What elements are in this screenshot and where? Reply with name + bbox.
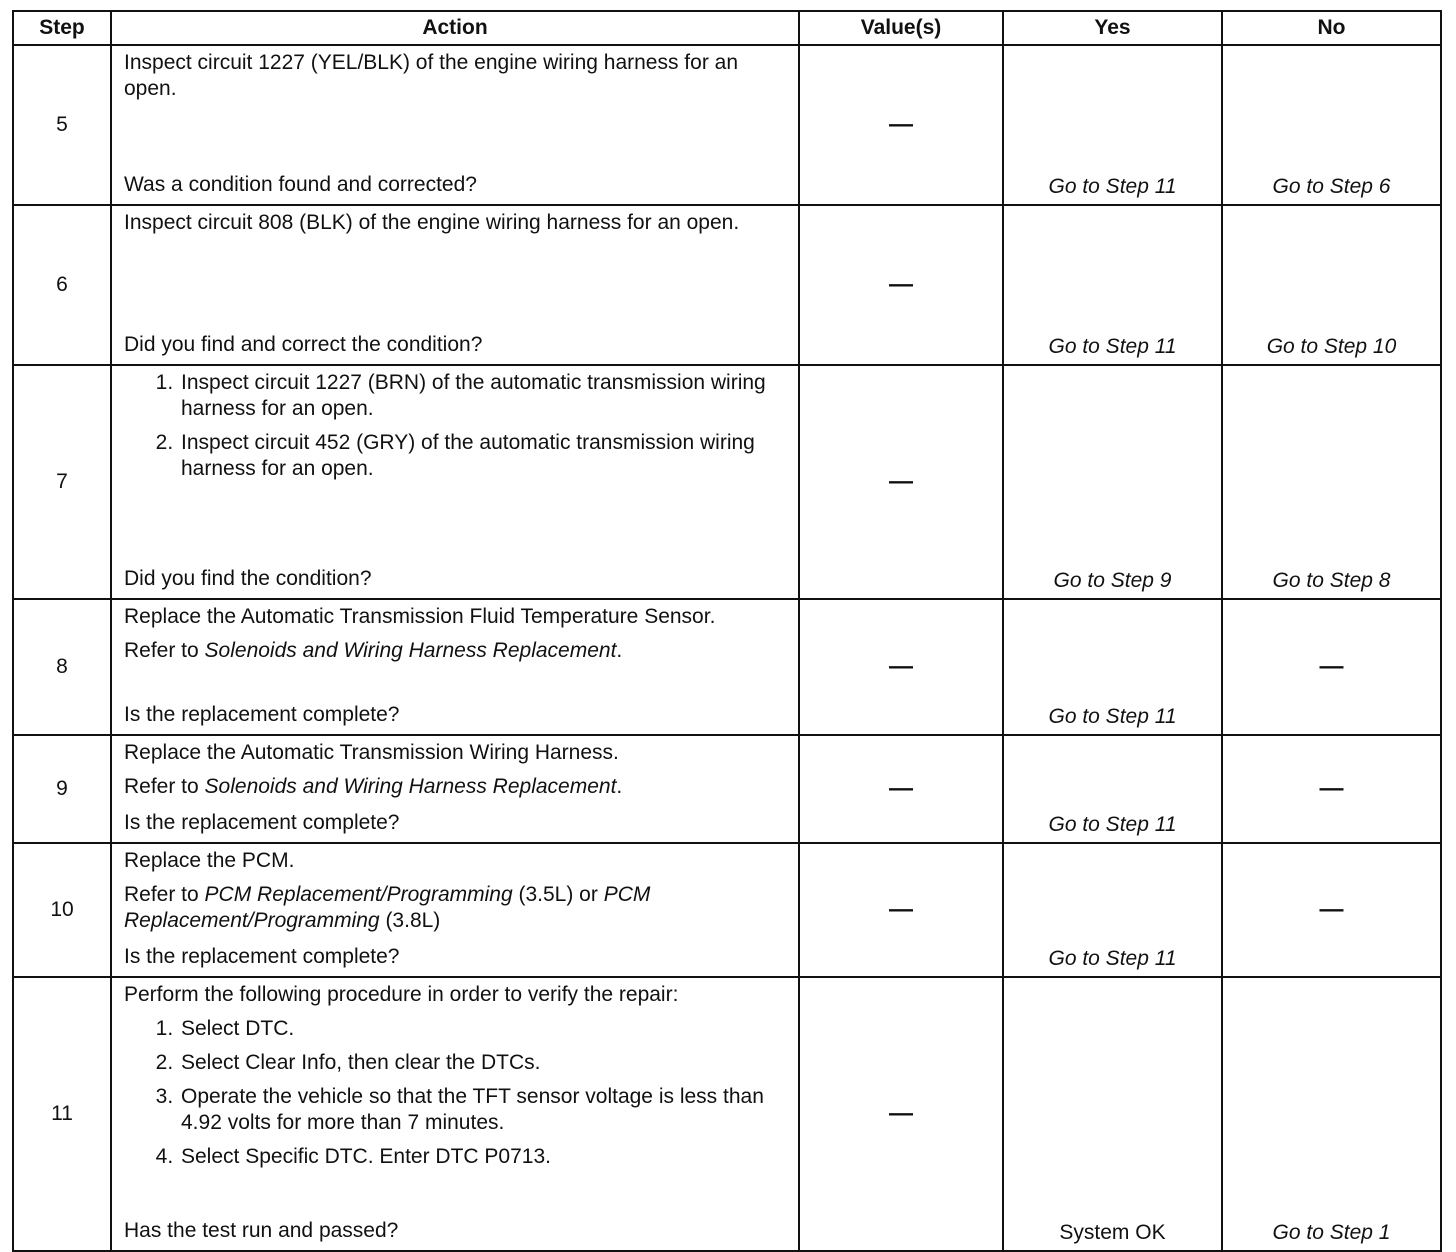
action-question: Did you find and correct the condition? <box>124 333 483 356</box>
refer-suffix: . <box>616 775 623 798</box>
no-cell: Go to Step 10 <box>1222 205 1441 365</box>
refer-suffix: (3.8L) <box>379 909 441 932</box>
value-cell <box>799 735 1003 843</box>
step-number: 7 <box>13 365 111 599</box>
action-question: Was a condition found and corrected? <box>124 173 477 196</box>
action-text: Perform the following procedure in order to verify the repair: <box>124 983 679 1006</box>
action-question: Did you find the condition? <box>124 567 372 590</box>
action-cell <box>111 205 799 365</box>
refer-text <box>124 882 786 934</box>
no-cell <box>1222 599 1441 735</box>
table-row-step-6 <box>13 205 1441 365</box>
yes-cell: Go to Step 11 <box>1003 843 1222 977</box>
list-item: 4. Select Specific DTC. Enter DTC P0713. <box>179 1144 786 1170</box>
no-cell: Go to Step 8 <box>1222 365 1441 599</box>
header-row <box>13 11 1441 45</box>
yes-cell: Go to Step 11 <box>1003 205 1222 365</box>
no-cell <box>1222 735 1441 843</box>
step-number: 11 <box>13 977 111 1251</box>
value-cell <box>799 365 1003 599</box>
action-cell <box>111 735 799 843</box>
action-cell <box>111 365 799 599</box>
table-row-step-10 <box>13 843 1441 977</box>
header-no: No <box>1222 11 1441 45</box>
no-dash: — <box>1319 652 1344 680</box>
table-row-step-8 <box>13 599 1441 735</box>
value-dash: — <box>889 467 913 495</box>
value-dash: — <box>889 1099 913 1127</box>
action-text: Inspect circuit 808 (BLK) of the engine wiring harness for an open. <box>124 211 740 234</box>
value-cell <box>799 977 1003 1251</box>
yes-cell: Go to Step 11 <box>1003 45 1222 205</box>
no-cell <box>1222 843 1441 977</box>
action-text: Replace the Automatic Transmission Wiring Harness. <box>124 741 619 764</box>
header-action: Action <box>111 11 799 45</box>
action-question: Is the replacement complete? <box>124 703 400 726</box>
list-item: 1. Select DTC. <box>179 1016 786 1042</box>
no-cell: Go to Step 1 <box>1222 977 1441 1251</box>
action-text: Replace the Automatic Transmission Fluid Temperature Sensor. <box>124 605 716 628</box>
yes-cell: Go to Step 11 <box>1003 735 1222 843</box>
step-number: 5 <box>13 45 111 205</box>
table-row-step-5 <box>13 45 1441 205</box>
list-item: 2. Inspect circuit 452 (GRY) of the automatic transmission wiring harness for an open. <box>179 430 786 482</box>
value-dash: — <box>889 270 913 298</box>
refer-prefix: Refer to <box>124 639 205 662</box>
table-row-step-11 <box>13 977 1441 1251</box>
action-text: Replace the PCM. <box>124 849 295 872</box>
table-row-step-7 <box>13 365 1441 599</box>
no-dash: — <box>1319 895 1344 923</box>
refer-suffix: . <box>616 639 623 662</box>
value-cell <box>799 205 1003 365</box>
step-number: 10 <box>13 843 111 977</box>
value-cell <box>799 599 1003 735</box>
step-number: 6 <box>13 205 111 365</box>
step-number: 8 <box>13 599 111 735</box>
value-dash: — <box>889 774 913 802</box>
value-cell <box>799 45 1003 205</box>
yes-cell: Go to Step 9 <box>1003 365 1222 599</box>
action-text: Inspect circuit 1227 (YEL/BLK) of the engine wiring harness for an open. <box>124 51 739 100</box>
action-cell <box>111 45 799 205</box>
header-yes: Yes <box>1003 11 1222 45</box>
header-step: Step <box>13 11 111 45</box>
action-cell <box>111 599 799 735</box>
table-row-step-9 <box>13 735 1441 843</box>
refer-link[interactable]: Solenoids and Wiring Harness Replacement <box>204 775 617 798</box>
yes-cell: System OK <box>1003 977 1222 1251</box>
refer-prefix: Refer to <box>124 775 205 798</box>
refer-link[interactable]: Solenoids and Wiring Harness Replacement <box>204 639 617 662</box>
action-steps-list <box>124 1016 786 1170</box>
list-item: 1. Inspect circuit 1227 (BRN) of the automatic transmission wiring harness for an open. <box>179 370 786 422</box>
refer-text <box>124 774 786 800</box>
value-dash: — <box>889 110 913 138</box>
value-dash: — <box>889 895 913 923</box>
action-cell <box>111 977 799 1251</box>
action-cell <box>111 843 799 977</box>
list-item: 3. Operate the vehicle so that the TFT sensor voltage is less than 4.92 volts for more than 7 minutes. <box>179 1084 786 1136</box>
action-question: Is the replacement complete? <box>124 945 400 968</box>
action-question: Has the test run and passed? <box>124 1219 399 1242</box>
yes-cell: Go to Step 11 <box>1003 599 1222 735</box>
header-values: Value(s) <box>799 11 1003 45</box>
refer-link[interactable]: PCM Replacement/Programming <box>204 883 513 906</box>
action-question: Is the replacement complete? <box>124 811 400 834</box>
diagnostic-table <box>12 10 1442 1252</box>
action-steps-list <box>124 370 786 482</box>
refer-text <box>124 638 786 664</box>
list-item: 2. Select Clear Info, then clear the DTCs. <box>179 1050 786 1076</box>
refer-mid: (3.5L) or <box>512 883 604 906</box>
value-cell <box>799 843 1003 977</box>
value-dash: — <box>889 652 913 680</box>
refer-prefix: Refer to <box>124 883 205 906</box>
refer-link-2[interactable]: PCM Replacement/Programming <box>124 883 651 932</box>
step-number: 9 <box>13 735 111 843</box>
no-cell: Go to Step 6 <box>1222 45 1441 205</box>
no-dash: — <box>1319 774 1344 802</box>
